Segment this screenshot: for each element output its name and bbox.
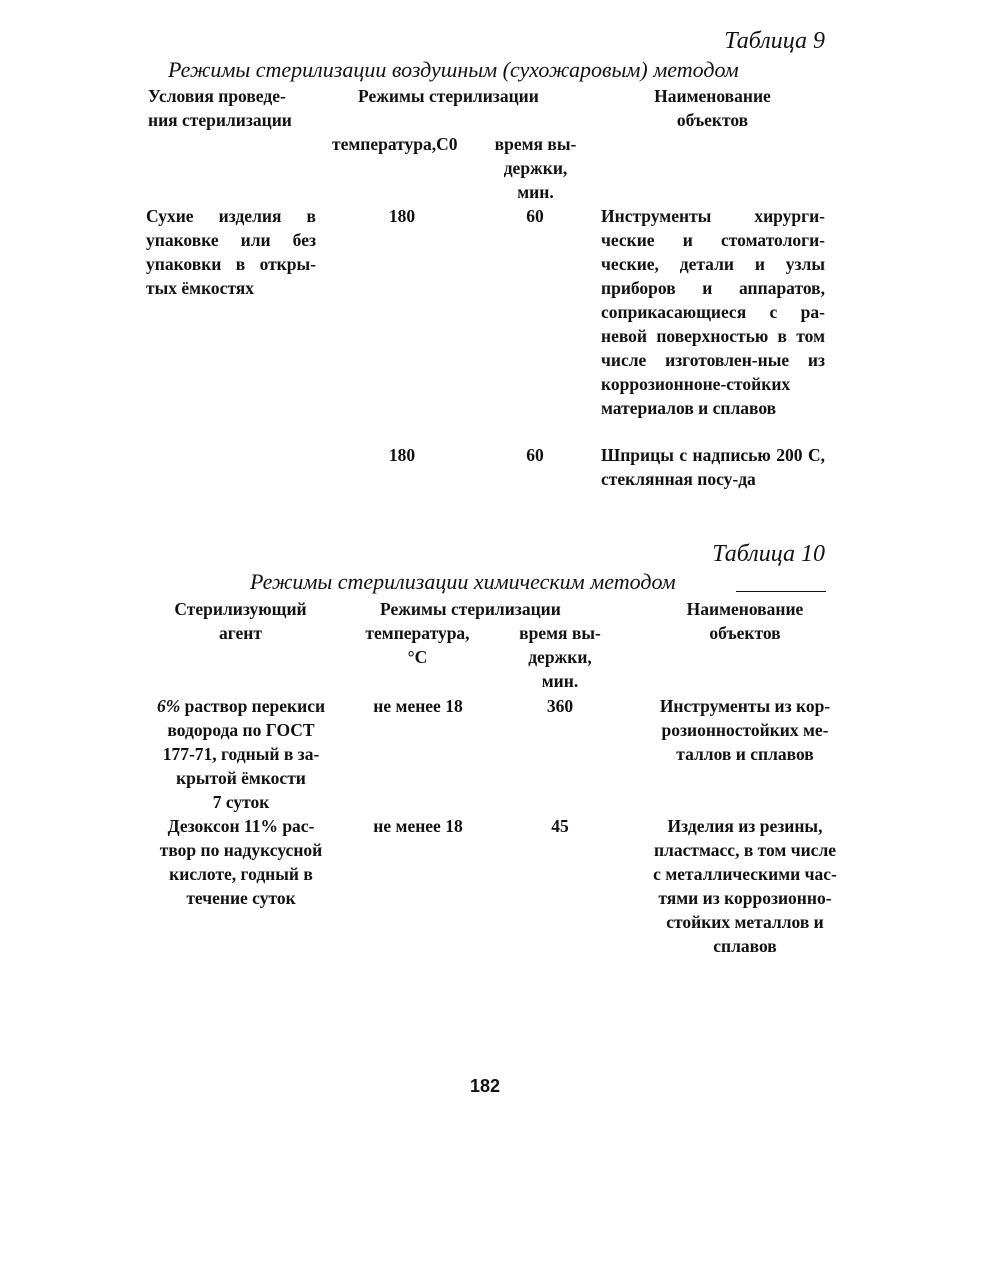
t9-header-time: время вы- держки, мин. — [494, 134, 577, 202]
t9-header-conditions: Условия проведе- ния стерилизации — [148, 86, 292, 130]
t9-header-modes: Режимы стерилизации — [358, 86, 539, 106]
t9-row2-objects: Шприцы с надписью 200 С, стеклянная посу-да — [601, 445, 825, 489]
table-9-title: Режимы стерилизации воздушным (сухожаровым) методом — [168, 57, 739, 82]
t10-row2-temperature: не менее 18 — [373, 816, 463, 836]
t10-row1-temperature: не менее 18 — [373, 696, 463, 716]
t10-row1-agent — [140, 694, 342, 814]
t9-row2-time: 60 — [526, 445, 544, 465]
t9-header-objects: Наименование объектов — [654, 86, 771, 130]
t10-row1-objects: Инструменты из кор- розионностойких ме- таллов и сплавов — [659, 696, 831, 764]
t10-row1-time: 360 — [546, 696, 574, 716]
table-10-title: Режимы стерилизации химическим методом — [250, 569, 676, 594]
t9-header-temperature: температура,С0 — [332, 134, 458, 154]
t10-header-time: время вы- держки, мин. — [519, 623, 601, 691]
table-10-label: Таблица 10 — [712, 541, 825, 567]
t10-row1-agent-percent: 6% — [156, 696, 181, 716]
t10-header-temperature: температура, °С — [365, 623, 470, 667]
title-underline — [736, 591, 826, 592]
t9-row2-temperature: 180 — [388, 445, 416, 465]
t10-header-objects: Наименование объектов — [686, 599, 804, 643]
t9-row1-time: 60 — [526, 206, 544, 226]
t9-row1-temperature: 180 — [388, 206, 416, 226]
t10-header-agent: Стерилизующий агент — [174, 599, 307, 643]
t10-row2-agent: Дезоксон 11% рас- твор по надуксусной кислоте, годный в течение суток — [159, 816, 323, 908]
table-9-label: Таблица 9 — [724, 28, 825, 54]
t10-row2-time: 45 — [551, 816, 569, 836]
t10-header-modes: Режимы стерилизации — [380, 599, 561, 619]
t10-row1-agent-text: раствор перекиси водорода по ГОСТ 177-71, годный в за- крытой ёмкости 7 суток — [162, 696, 326, 812]
t10-row2-objects: Изделия из резины, пластмасс, в том числе с металлическими час- тями из коррозионно- стойких металлов и сплавов — [653, 816, 837, 956]
page-number: 182 — [469, 1076, 501, 1096]
t9-row1-conditions: Сухие изделия в упаковке или без упаковки в откры-тых ёмкостях — [146, 206, 316, 298]
t9-row1-objects: Инструменты хирурги-ческие и стоматологи-ческие, детали и узлы приборов и аппаратов, соприкасающиеся с ра-невой поверхностью в том числе изготовлен-ные из коррозионноне-стойких материалов и сплавов — [601, 206, 825, 418]
